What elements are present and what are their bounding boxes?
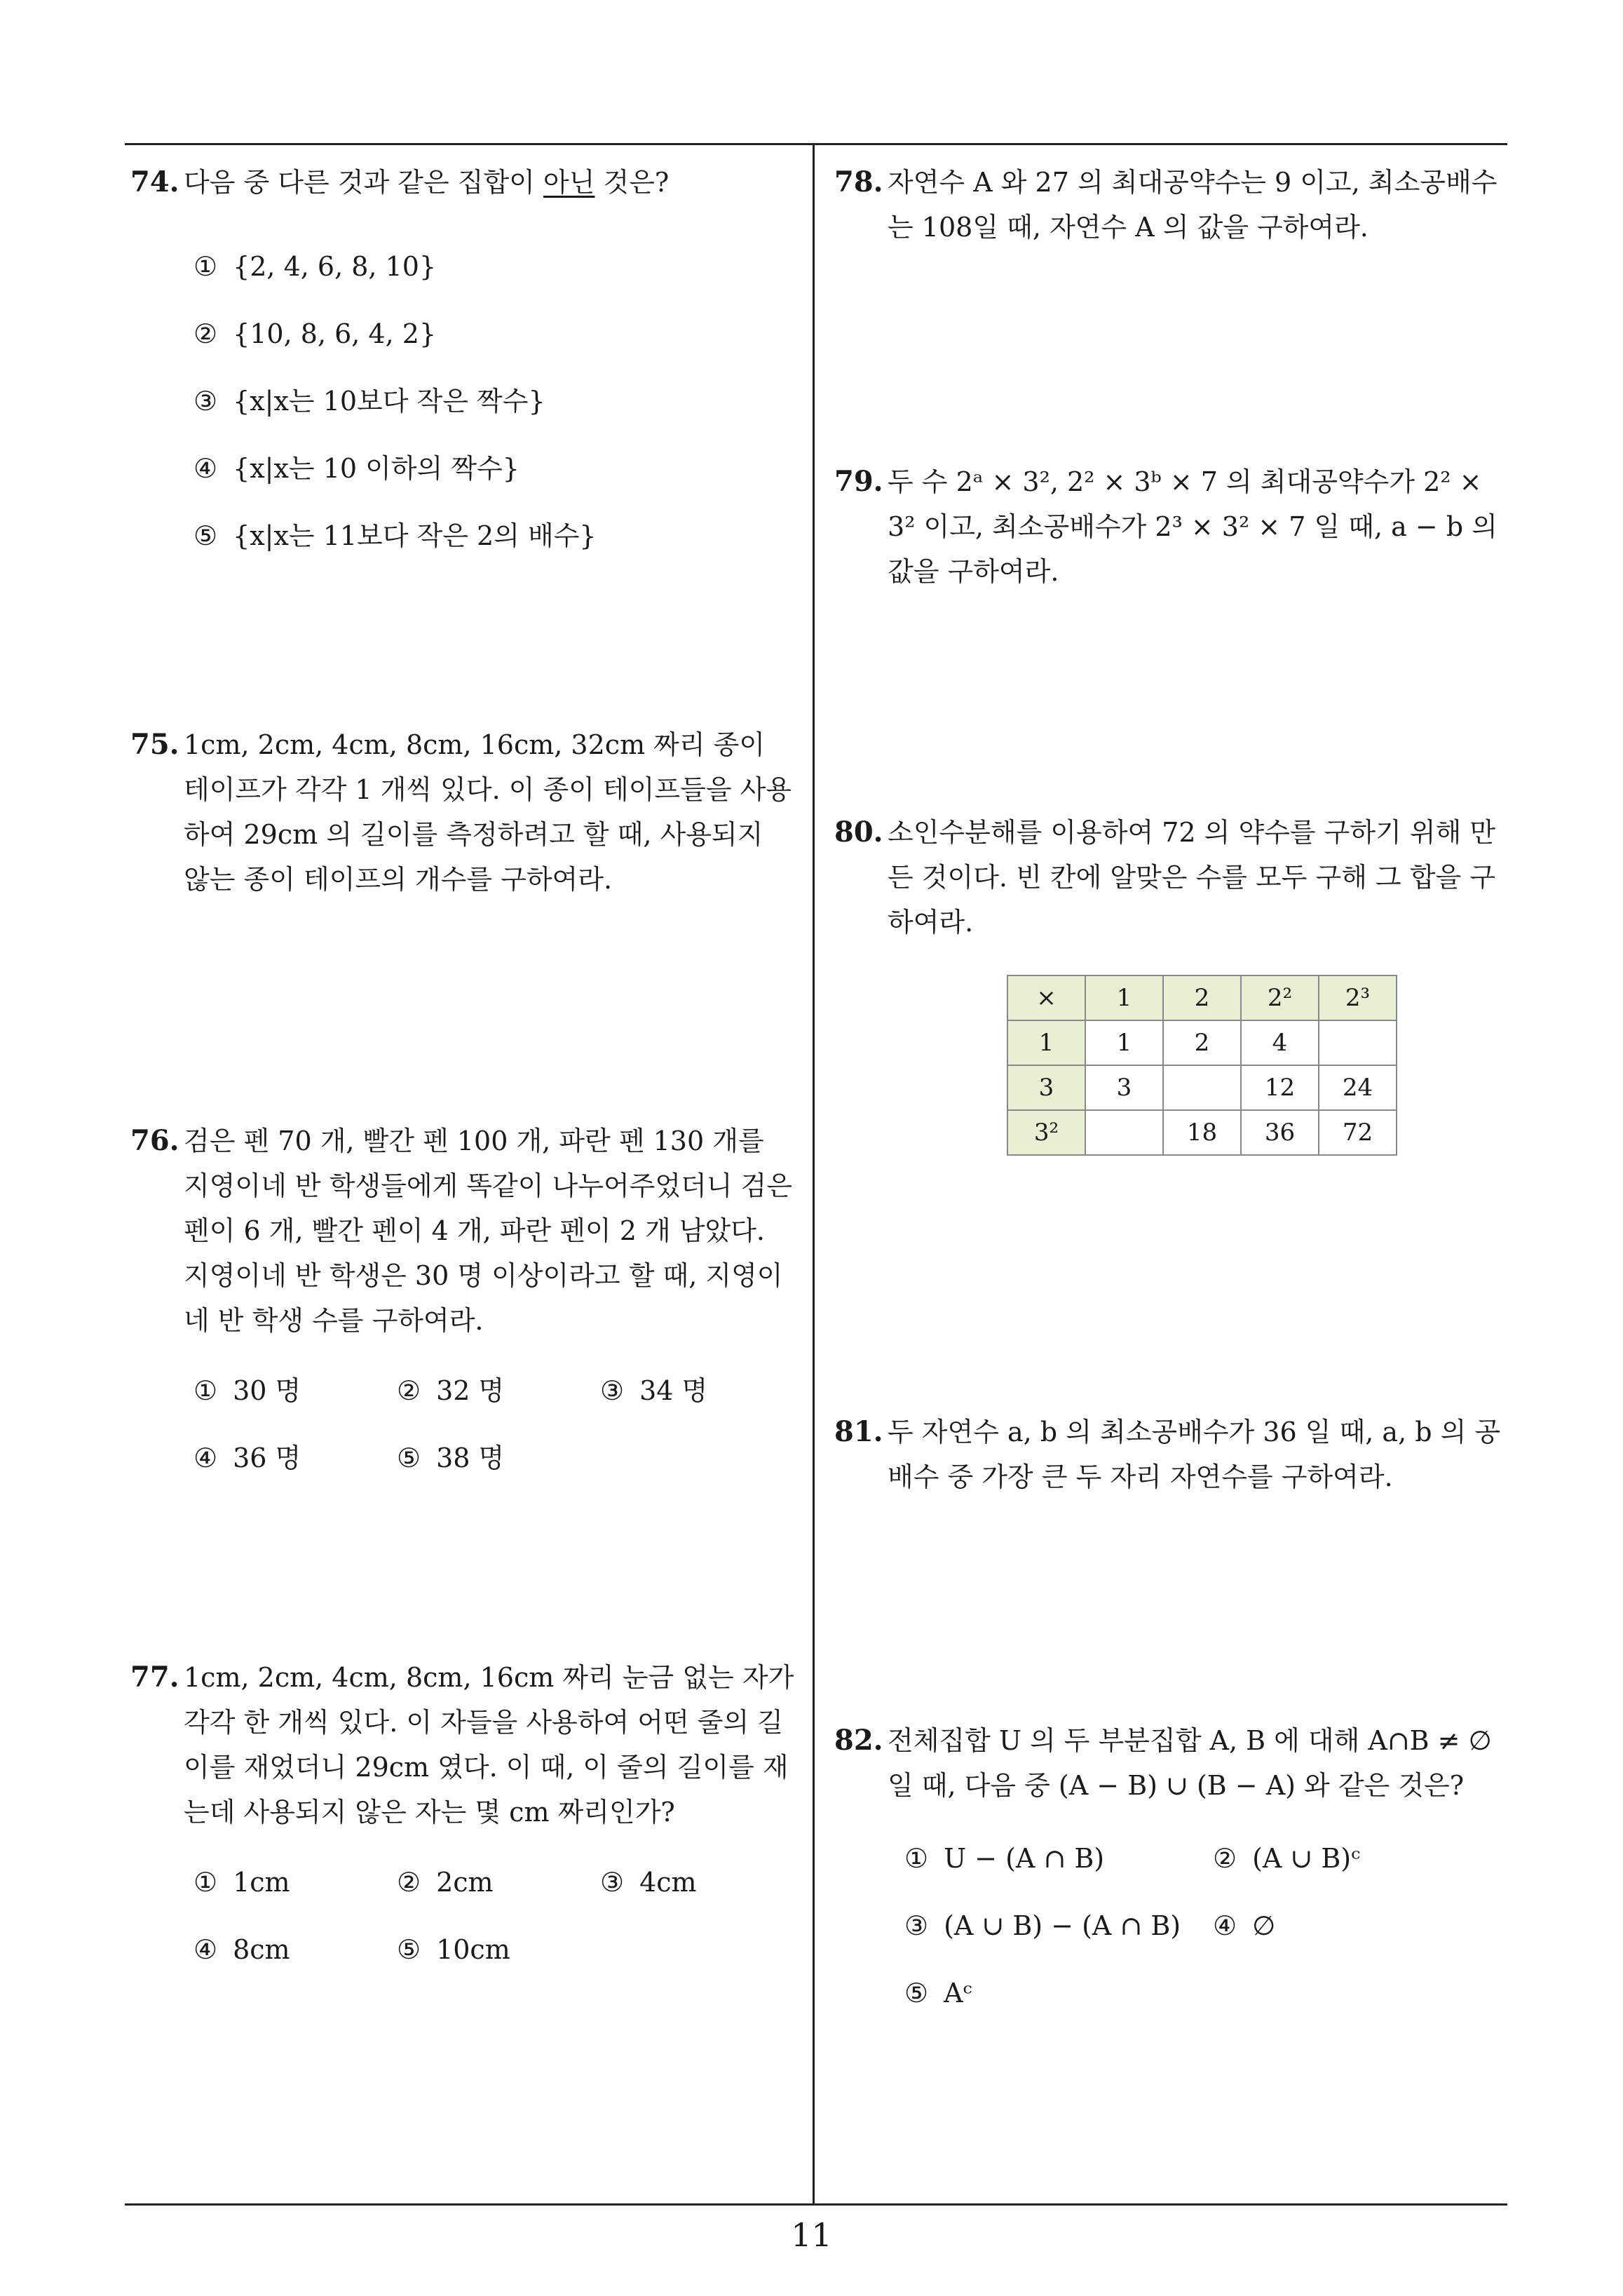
choice-2[interactable]: ② {10, 8, 6, 4, 2} (193, 318, 437, 349)
table-cell: 2³ (1319, 975, 1397, 1020)
choice-4[interactable]: ④ {x|x는 10 이하의 짝수} (193, 453, 520, 484)
table-cell: 24 (1319, 1065, 1397, 1110)
table-cell: 3 (1085, 1065, 1163, 1110)
question-81 (834, 1410, 1507, 1499)
choice-3[interactable]: ③ {x|x는 10보다 작은 짝수} (193, 386, 545, 417)
choice-5[interactable]: ⑤ 10cm (397, 1934, 510, 1965)
choice-4[interactable]: ④ 36 명 (193, 1443, 301, 1473)
choice-1[interactable]: ① {2, 4, 6, 8, 10} (193, 251, 437, 282)
table-cell: 2² (1241, 975, 1319, 1020)
question-number: 79. (834, 465, 883, 498)
table-cell: 3² (1007, 1110, 1085, 1155)
table-cell: 2 (1163, 975, 1241, 1020)
choice-5[interactable]: ⑤ Aᶜ (904, 1978, 972, 2008)
choice-4[interactable]: ④ 8cm (193, 1934, 290, 1965)
table-cell-blank[interactable] (1319, 1020, 1397, 1065)
choice-1[interactable]: ① 30 명 (193, 1375, 301, 1406)
table-cell-blank[interactable] (1163, 1065, 1241, 1110)
question-79 (834, 459, 1507, 594)
question-stem: 자연수 A 와 27 의 최대공약수는 9 이고, 최소공배수는 108일 때, 자연수 A 의 값을 구하여라. (888, 167, 1498, 243)
choice-2[interactable]: ② 2cm (397, 1867, 494, 1898)
question-stem: 검은 펜 70 개, 빨간 펜 100 개, 파란 펜 130 개를 지영이네 반 학생들에게 똑같이 나누어주었더니 검은 펜이 6 개, 빨간 펜이 4 개, 파란 펜이 2 개 남았다. 지영이네 반 학생은 30 명 이상이라고 할 때, 지영이네 반 학생 수를 구하여라. (184, 1126, 792, 1336)
table-cell: 36 (1241, 1110, 1319, 1155)
choice-5[interactable]: ⑤ {x|x는 11보다 작은 2의 배수} (193, 520, 597, 551)
page-number: 11 (791, 2216, 832, 2254)
table-cell: 1 (1007, 1020, 1085, 1065)
question-77 (130, 1655, 796, 1972)
question-number: 74. (130, 166, 179, 198)
choice-1[interactable]: ① 1cm (193, 1867, 290, 1898)
top-rule (125, 143, 1507, 145)
question-number: 78. (834, 166, 883, 198)
question-75 (130, 722, 796, 902)
table-cell: 18 (1163, 1110, 1241, 1155)
choice-5[interactable]: ⑤ 38 명 (397, 1443, 505, 1473)
choice-4[interactable]: ④ ∅ (1213, 1910, 1276, 1941)
question-number: 82. (834, 1724, 883, 1757)
question-stem: 전체집합 U 의 두 부분집합 A, B 에 대해 A∩B ≠ ∅ 일 때, 다음 중 (A − B) ∪ (B − A) 와 같은 것은? (888, 1725, 1492, 1801)
question-78 (834, 160, 1507, 250)
question-stem: 두 자연수 a, b 의 최소공배수가 36 일 때, a, b 의 공배수 중 가장 큰 두 자리 자연수를 구하여라. (888, 1417, 1501, 1492)
choice-3[interactable]: ③ 4cm (600, 1867, 697, 1898)
question-76 (130, 1119, 796, 1480)
table-cell: 3 (1007, 1065, 1085, 1110)
table-cell: 12 (1241, 1065, 1319, 1110)
table-cell: × (1007, 975, 1085, 1020)
table-cell: 2 (1163, 1020, 1241, 1065)
question-80 (834, 810, 1507, 945)
choice-2[interactable]: ② (A ∪ B)ᶜ (1213, 1843, 1361, 1874)
table-cell: 72 (1319, 1110, 1397, 1155)
column-divider (813, 143, 815, 2205)
choice-3[interactable]: ③ 34 명 (600, 1375, 708, 1406)
choice-2[interactable]: ② 32 명 (397, 1375, 505, 1406)
question-stem: 1cm, 2cm, 4cm, 8cm, 16cm 짜리 눈금 없는 자가 각각 한 개씩 있다. 이 자들을 사용하여 어떤 줄의 길이를 재었더니 29cm 였다. 이 때, 이 줄의 길이를 재는데 사용되지 않은 자는 몇 cm 짜리인가? (184, 1662, 794, 1828)
question-number: 77. (130, 1661, 179, 1694)
question-stem: 1cm, 2cm, 4cm, 8cm, 16cm, 32cm 짜리 종이 테이프가 각각 1 개씩 있다. 이 종이 테이프들을 사용하여 29cm 의 길이를 측정하려고 할 때, 사용되지 않는 종이 테이프의 개수를 구하여라. (184, 729, 792, 895)
divisor-table (1007, 975, 1397, 1156)
table-cell-blank[interactable] (1085, 1110, 1163, 1155)
question-number: 75. (130, 728, 179, 761)
question-number: 80. (834, 816, 883, 849)
question-74 (130, 160, 796, 569)
question-number: 76. (130, 1124, 179, 1157)
question-82 (834, 1718, 1507, 2015)
bottom-rule (125, 2203, 1507, 2206)
choice-1[interactable]: ① U − (A ∩ B) (904, 1843, 1105, 1874)
table-cell: 1 (1085, 975, 1163, 1020)
question-number: 81. (834, 1415, 883, 1448)
table-cell: 1 (1085, 1020, 1163, 1065)
table-cell: 4 (1241, 1020, 1319, 1065)
choice-3[interactable]: ③ (A ∪ B) − (A ∩ B) (904, 1910, 1181, 1941)
underlined-word: 아닌 (543, 167, 595, 198)
question-stem: 소인수분해를 이용하여 72 의 약수를 구하기 위해 만든 것이다. 빈 칸에 알맞은 수를 모두 구해 그 합을 구하여라. (888, 817, 1496, 938)
question-stem: 두 수 2ᵃ × 3², 2² × 3ᵇ × 7 의 최대공약수가 2² × 3² 이고, 최소공배수가 2³ × 3² × 7 일 때, a − b 의 값을 구하여라. (888, 466, 1498, 587)
question-stem: 다음 중 다른 것과 같은 집합이 아닌 것은? (184, 167, 670, 198)
